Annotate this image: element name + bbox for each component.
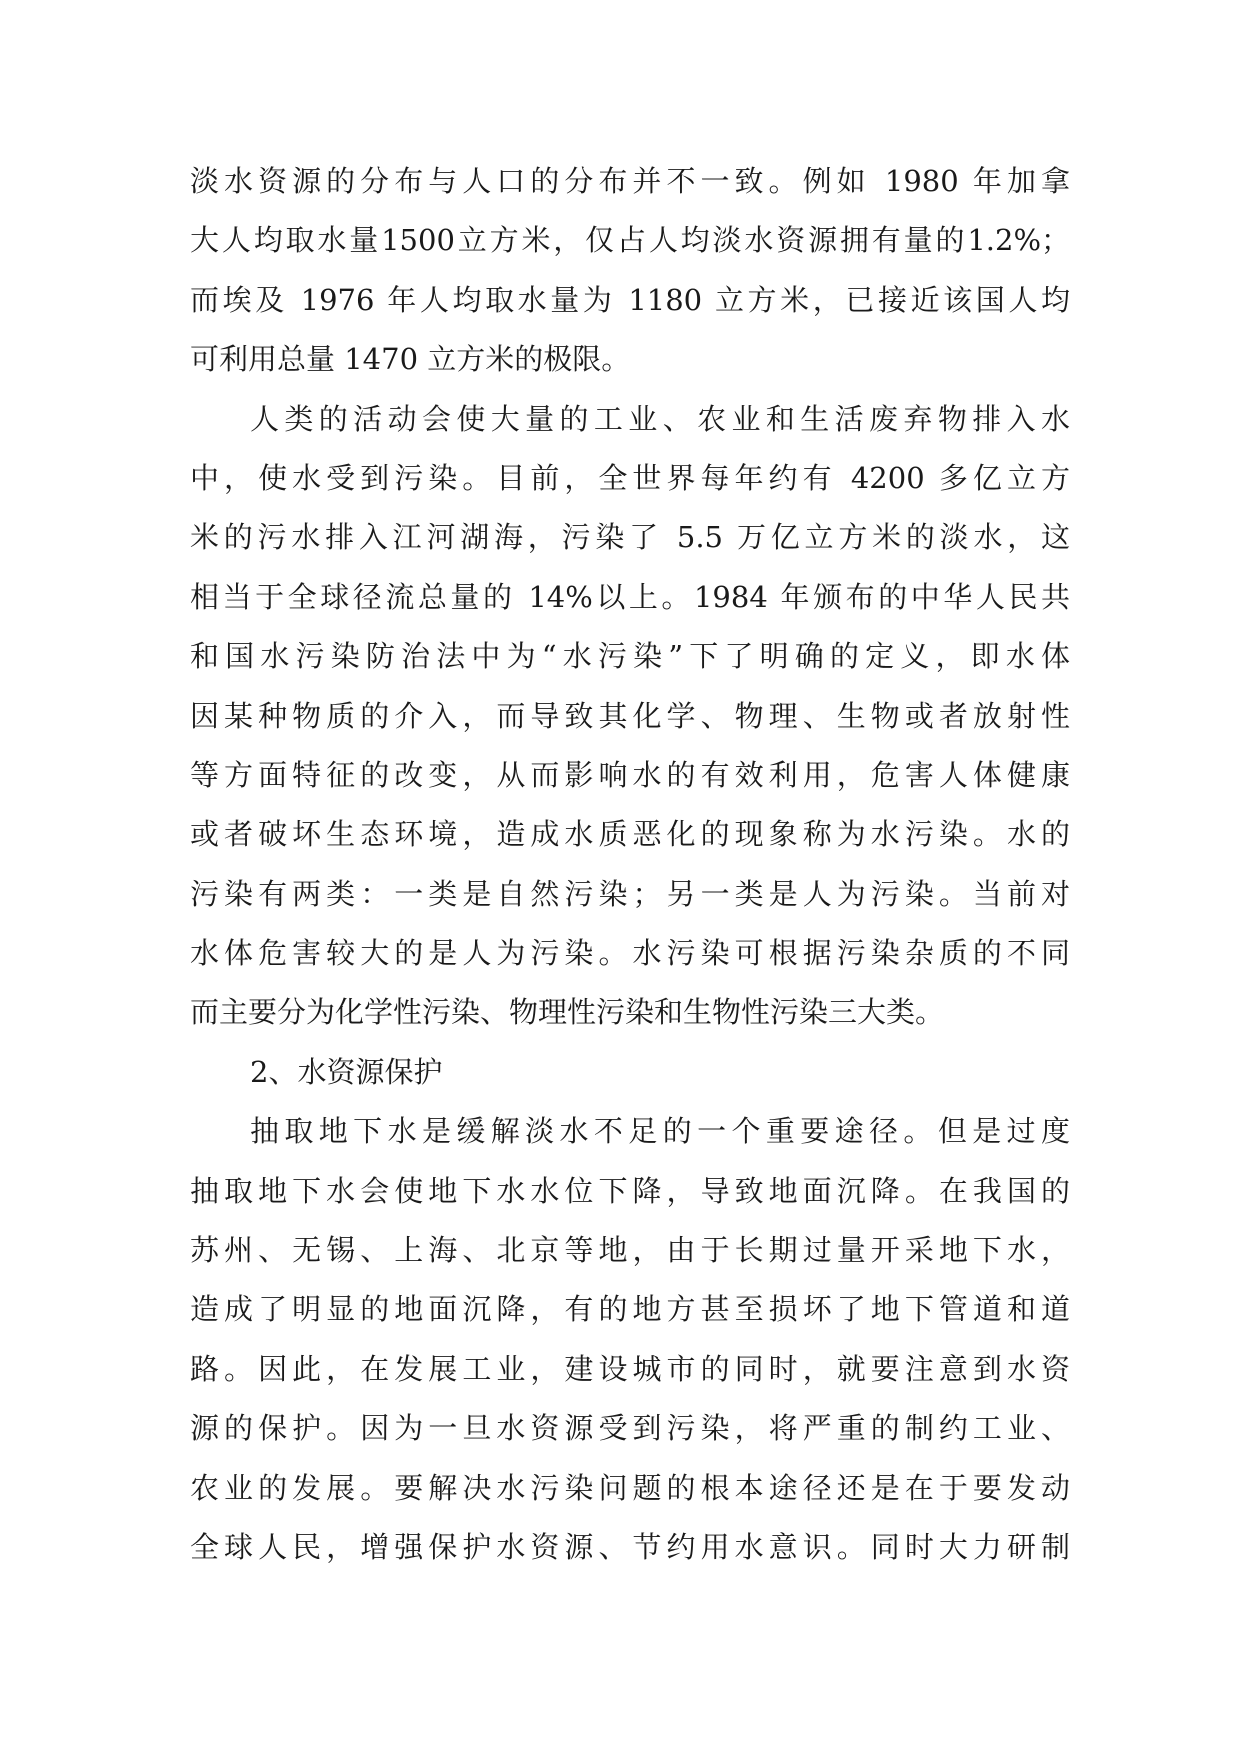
text-line: 2、水资源保护 [250,1054,443,1089]
text-line: 抽取地下水是缓解淡水不足的一个重要途径。但是过度 [250,1114,1070,1149]
text-line: 全球人民，增强保护水资源、节约用水意识。同时大力研制 [190,1529,1070,1564]
text-line: 路。因此，在发展工业，建设城市的同时，就要注意到水资 [190,1351,1070,1386]
text-line: 而埃及 1976 年人均取水量为 1180 立方米，已接近该国人均 [190,282,1070,317]
text-line: 相当于全球径流总量的 14%以上。1984 年颁布的中华人民共 [190,579,1070,614]
text-line: 因某种物质的介入，而导致其化学、物理、生物或者放射性 [190,698,1070,733]
text-line: 和国水污染防治法中为“水污染”下了明确的定义，即水体 [190,639,1070,674]
text-line: 农业的发展。要解决水污染问题的根本途径还是在于要发动 [190,1470,1070,1505]
text-line: 可利用总量 1470 立方米的极限。 [190,342,631,377]
text-line: 或者破坏生态环境，造成水质恶化的现象称为水污染。水的 [190,817,1070,852]
text-line: 而主要分为化学性污染、物理性污染和生物性污染三大类。 [190,995,945,1030]
text-line: 源的保护。因为一旦水资源受到污染，将严重的制约工业、 [190,1411,1070,1446]
text-line: 等方面特征的改变，从而影响水的有效利用，危害人体健康 [190,757,1070,792]
text-line: 米的污水排入江河湖海，污染了 5.5 万亿立方米的淡水，这 [190,520,1070,555]
text-line: 人类的活动会使大量的工业、农业和生活废弃物排入水 [250,401,1070,436]
text-line: 大人均取水量1500立方米，仅占人均淡水资源拥有量的1.2%； [190,223,1070,258]
text-line: 造成了明显的地面沉降，有的地方甚至损坏了地下管道和道 [190,1292,1070,1327]
text-line: 淡水资源的分布与人口的分布并不一致。例如 1980 年加拿 [190,164,1070,198]
text-line: 水体危害较大的是人为污染。水污染可根据污染杂质的不同 [190,936,1070,971]
text-line: 苏州、无锡、上海、北京等地，由于长期过量开采地下水， [190,1233,1070,1268]
text-line: 中，使水受到污染。目前，全世界每年约有 4200 多亿立方 [190,460,1070,495]
text-line: 污染有两类：一类是自然污染；另一类是人为污染。当前对 [190,876,1070,911]
document-page [190,152,1070,1577]
text-line: 抽取地下水会使地下水水位下降，导致地面沉降。在我国的 [190,1173,1070,1208]
